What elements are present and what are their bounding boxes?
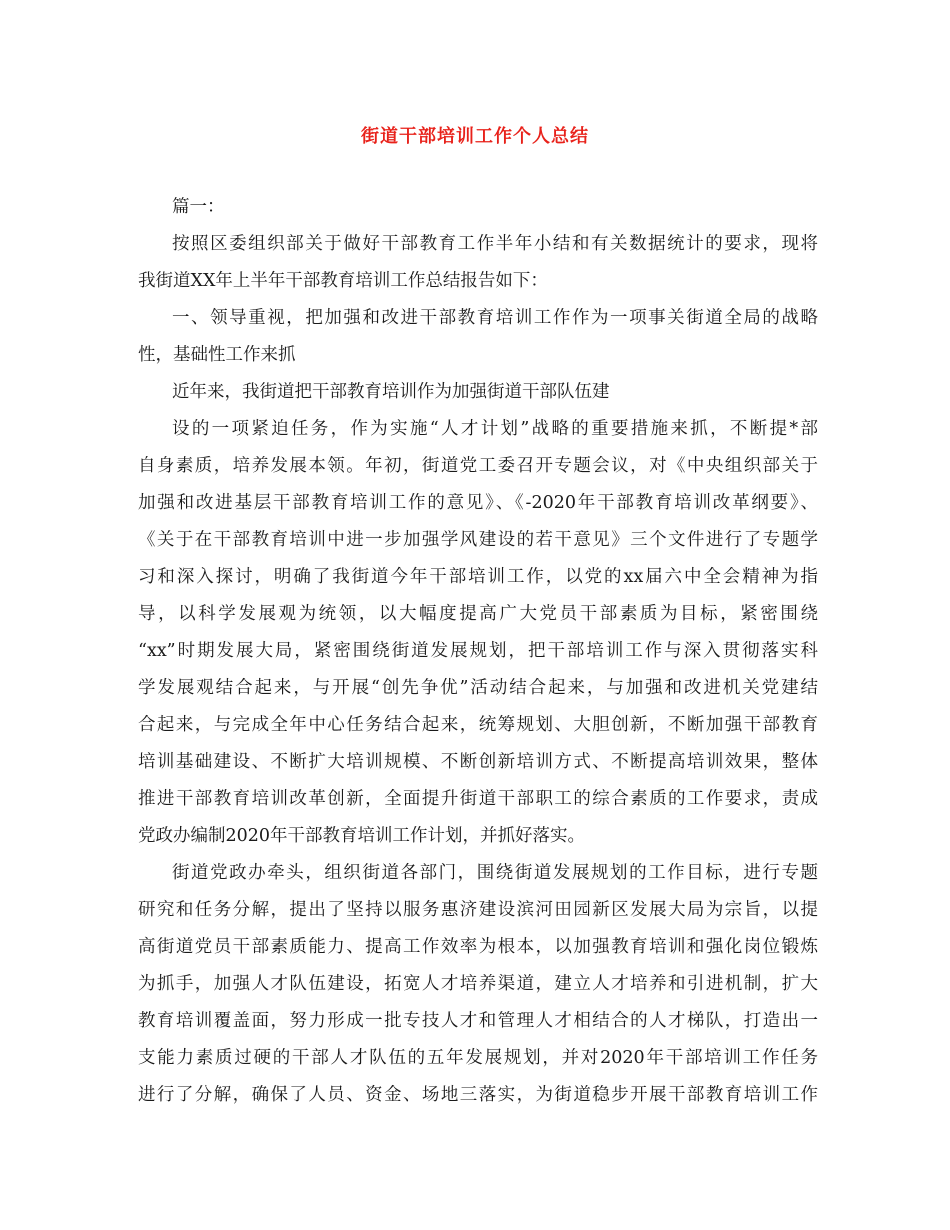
text-line: 学发展观结合起来，与开展“创先争优”活动结合起来，与加强和改进机关党建结: [138, 678, 818, 698]
text-line: 高街道党员干部素质能力、提高工作效率为根本，以加强教育培训和强化岗位锻炼: [138, 937, 818, 957]
text-line: 近年来，我街道把干部教育培训作为加强街道干部队伍建: [172, 382, 610, 402]
text-line: 篇一：: [172, 197, 225, 217]
text-line: 习和深入探讨，明确了我街道今年干部培训工作，以党的xx届六中全会精神为指: [138, 567, 818, 587]
text-line: 街道党政办牵头，组织街道各部门，围绕街道发展规划的工作目标，进行专题: [172, 863, 818, 883]
text-line: 导，以科学发展观为统领，以大幅度提高广大党员干部素质为目标，紧密围绕: [138, 604, 818, 624]
text-line: 一、领导重视，把加强和改进干部教育培训工作作为一项事关街道全局的战略: [172, 308, 818, 328]
text-line: 支能力素质过硬的干部人才队伍的五年发展规划，并对2020年干部培训工作任务: [138, 1048, 818, 1068]
text-line: 教育培训覆盖面，努力形成一批专技人才和管理人才相结合的人才梯队，打造出一: [138, 1011, 818, 1031]
text-line: 党政办编制2020年干部教育培训工作计划，并抓好落实。: [138, 826, 586, 846]
text-line: 性，基础性工作来抓: [138, 345, 296, 365]
document-title: 街道干部培训工作个人总结: [361, 126, 589, 147]
text-line: 进行了分解，确保了人员、资金、场地三落实，为街道稳步开展干部教育培训工作: [138, 1085, 818, 1105]
text-line: 为抓手，加强人才队伍建设，拓宽人才培养渠道，建立人才培养和引进机制，扩大: [138, 974, 818, 994]
text-line: 我街道XX年上半年干部教育培训工作总结报告如下：: [138, 271, 548, 291]
text-line: 设的一项紧迫任务，作为实施“人才计划”战略的重要措施来抓，不断提*部: [172, 419, 818, 439]
text-line: 合起来，与完成全年中心任务结合起来，统筹规划、大胆创新，不断加强干部教育: [138, 715, 818, 735]
text-line: 按照区委组织部关于做好干部教育工作半年小结和有关数据统计的要求，现将: [172, 234, 818, 254]
text-line: 研究和任务分解，提出了坚持以服务惠济建设滨河田园新区发展大局为宗旨，以提: [138, 900, 818, 920]
text-line: 自身素质，培养发展本领。年初，街道党工委召开专题会议，对《中央组织部关于: [138, 456, 818, 476]
text-line: 培训基础建设、不断扩大培训规模、不断创新培训方式、不断提高培训效果，整体: [138, 752, 818, 772]
text-line: “xx”时期发展大局，紧密围绕街道发展规划，把干部培训工作与深入贯彻落实科: [138, 641, 818, 661]
text-line: 推进干部教育培训改革创新，全面提升街道干部职工的综合素质的工作要求，责成: [138, 789, 818, 809]
text-line: 加强和改进基层干部教育培训工作的意见》、《-2020年干部教育培训改革纲要》、: [138, 493, 818, 513]
text-line: 《关于在干部教育培训中进一步加强学风建设的若干意见》三个文件进行了专题学: [138, 530, 818, 550]
